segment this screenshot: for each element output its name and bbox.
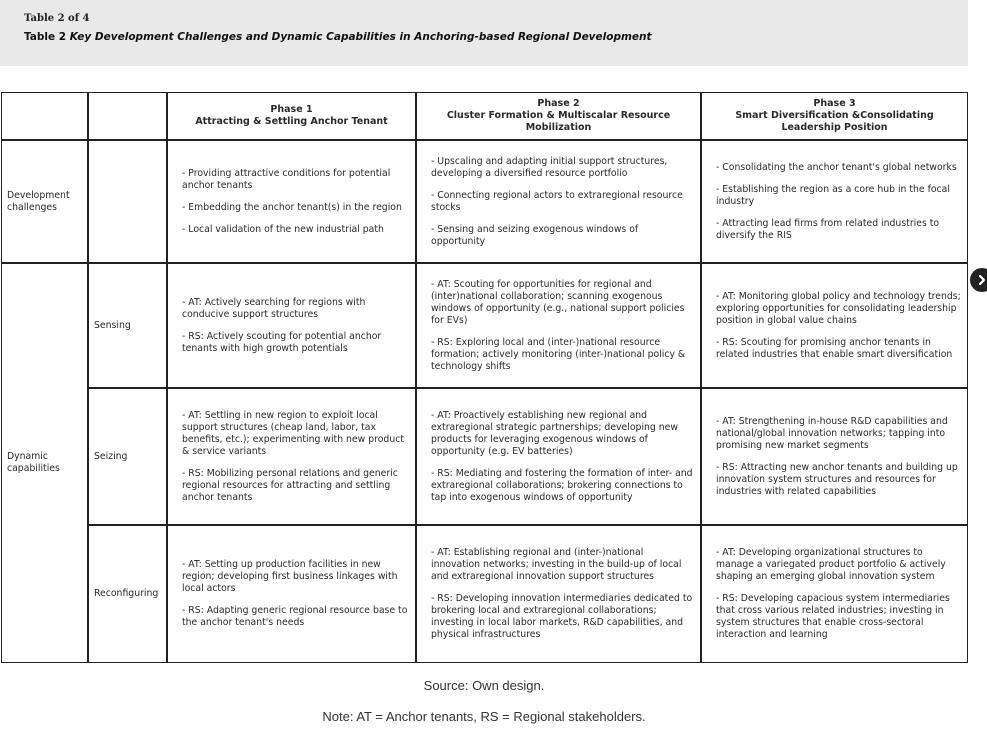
phase-3-header bbox=[701, 92, 968, 140]
sensing-phase-3 bbox=[701, 263, 968, 388]
list-item: - Sensing and seizing exogenous windows of opportunity bbox=[431, 223, 639, 247]
phase-1-subtitle: Attracting & Settling Anchor Tenant bbox=[195, 116, 388, 127]
list-item: - Establishing the region as a core hub in the focal industry bbox=[716, 183, 950, 207]
list-item: - Connecting regional actors to extraregional resource stocks bbox=[431, 189, 683, 213]
source-note: Source: Own design. bbox=[423, 678, 545, 693]
challenges-subrow-empty bbox=[88, 140, 167, 263]
list-item: - AT: Developing organizational structures to manage a variegated product portfolio & actively shaping an emerging global innovation system bbox=[716, 547, 946, 582]
list-item: - Embedding the anchor tenant(s) in the region bbox=[182, 201, 402, 213]
list-item: - AT: Monitoring global policy and technology trends; exploring opportunities for consolidating leadership position in global value chains bbox=[716, 290, 961, 326]
phase-1-header bbox=[167, 92, 416, 140]
list-item: - AT: Establishing regional and (inter-)national innovation networks; investing in the build-up of local and extraregional innovation support structures bbox=[431, 547, 682, 582]
table-title bbox=[24, 31, 652, 43]
header-empty-cell-2 bbox=[88, 92, 167, 140]
list-item: - AT: Actively searching for regions with conducive support structures bbox=[182, 296, 366, 320]
list-item: - RS: Actively scouting for potential anchor tenants with high growth potentials bbox=[182, 330, 382, 354]
list-item: - AT: Proactively establishing new regional and extraregional strategic partnerships; developing new products for leveraging exogenous windows of opportunity (e.g. EV batteries) bbox=[431, 409, 678, 457]
row-label-dynamic-capabilities bbox=[1, 263, 88, 663]
next-table-button[interactable] bbox=[970, 268, 987, 292]
list-item: - RS: Mediating and fostering the formation of inter- and extraregional collaborations; brokering connections to tap into exogenous windows of opportunity bbox=[431, 467, 693, 503]
row-label-text: Development challenges bbox=[7, 189, 70, 213]
reconfiguring-phase-2 bbox=[416, 525, 701, 663]
subrow-label-text: Sensing bbox=[94, 319, 131, 331]
list-item: - Attracting lead firms from related industries to diversify the RIS bbox=[716, 217, 940, 241]
row-label-development-challenges bbox=[1, 140, 88, 263]
table-count: Table 2 of 4 bbox=[24, 13, 90, 24]
phase-2-header bbox=[416, 92, 701, 140]
sensing-phase-1 bbox=[167, 263, 416, 388]
seizing-phase-1 bbox=[167, 388, 416, 525]
table-title-text: Key Development Challenges and Dynamic Capabilities in Anchoring-based Regional Development bbox=[69, 31, 652, 43]
list-item: - Providing attractive conditions for potential anchor tenants bbox=[182, 167, 391, 191]
header-empty-cell-1 bbox=[1, 92, 88, 140]
phase-1-name: Phase 1 bbox=[270, 104, 313, 115]
list-item: - AT: Settling in new region to exploit local support structures (cheap land, labor, tax benefits, etc.); experimenting with new product & service variants bbox=[182, 409, 404, 457]
list-item: - Local validation of the new industrial path bbox=[182, 223, 384, 235]
table-header-band bbox=[0, 0, 968, 66]
list-item: - RS: Developing capacious system intermediaries that cross various related industries; investing in system structures that enable cross-sectoral interaction and learning bbox=[716, 593, 950, 640]
list-item: - RS: Exploring local and (inter-)national resource formation; actively monitoring (inter-)national policy & technology shifts bbox=[431, 336, 686, 372]
list-item: - RS: Adapting generic regional resource base to the anchor tenant's needs bbox=[182, 605, 408, 628]
reconfiguring-phase-3 bbox=[701, 525, 968, 663]
reconfiguring-phase-1 bbox=[167, 525, 416, 663]
list-item: - RS: Attracting new anchor tenants and building up innovation system structures and resources for industries with related capabilities bbox=[716, 461, 958, 497]
challenges-phase-2 bbox=[416, 140, 701, 263]
seizing-phase-2 bbox=[416, 388, 701, 525]
challenges-phase-1 bbox=[167, 140, 416, 263]
phase-3-subtitle: Smart Diversification &Consolidating Leadership Position bbox=[735, 110, 934, 133]
list-item: - AT: Scouting for opportunities for regional and (inter)national collaboration; scanning exogenous windows of opportunity (e.g., national support policies for EVs) bbox=[431, 278, 685, 326]
phase-3-name: Phase 3 bbox=[813, 98, 856, 109]
abbreviation-note: Note: AT = Anchor tenants, RS = Regional stakeholders. bbox=[322, 709, 646, 724]
chevron-right-icon bbox=[976, 274, 987, 286]
list-item: - Upscaling and adapting initial support structures, developing a diversified resource portfolio bbox=[431, 155, 668, 179]
subrow-label-reconfiguring bbox=[88, 525, 167, 663]
seizing-phase-3 bbox=[701, 388, 968, 525]
list-item: - RS: Mobilizing personal relations and generic regional resources for attracting and settling anchor tenants bbox=[182, 467, 398, 503]
subrow-label-sensing bbox=[88, 263, 167, 388]
subrow-label-text: Reconfiguring bbox=[94, 588, 159, 599]
challenges-phase-3 bbox=[701, 140, 968, 263]
list-item: - RS: Developing innovation intermediaries dedicated to brokering local and extraregional collaborations; investing in local labor markets, R&D capabilities, and physical infrastructures bbox=[431, 593, 693, 640]
list-item: - AT: Setting up production facilities in new region; developing first business linkages with local actors bbox=[182, 559, 398, 594]
list-item: - AT: Strengthening in-house R&D capabilities and national/global innovation networks; tapping into promising new market segments bbox=[716, 415, 948, 451]
phase-2-subtitle: Cluster Formation & Multiscalar Resource Mobilization bbox=[446, 110, 671, 133]
list-item: - RS: Scouting for promising anchor tenants in related industries that enable smart diversification bbox=[716, 336, 953, 360]
subrow-label-text: Seizing bbox=[94, 450, 128, 462]
subrow-label-seizing bbox=[88, 388, 167, 525]
sensing-phase-2 bbox=[416, 263, 701, 388]
list-item: - Consolidating the anchor tenant's global networks bbox=[716, 161, 957, 173]
table-title-prefix: Table 2 bbox=[24, 31, 67, 43]
phase-2-name: Phase 2 bbox=[537, 98, 580, 109]
row-label-text: Dynamic capabilities bbox=[7, 451, 60, 474]
